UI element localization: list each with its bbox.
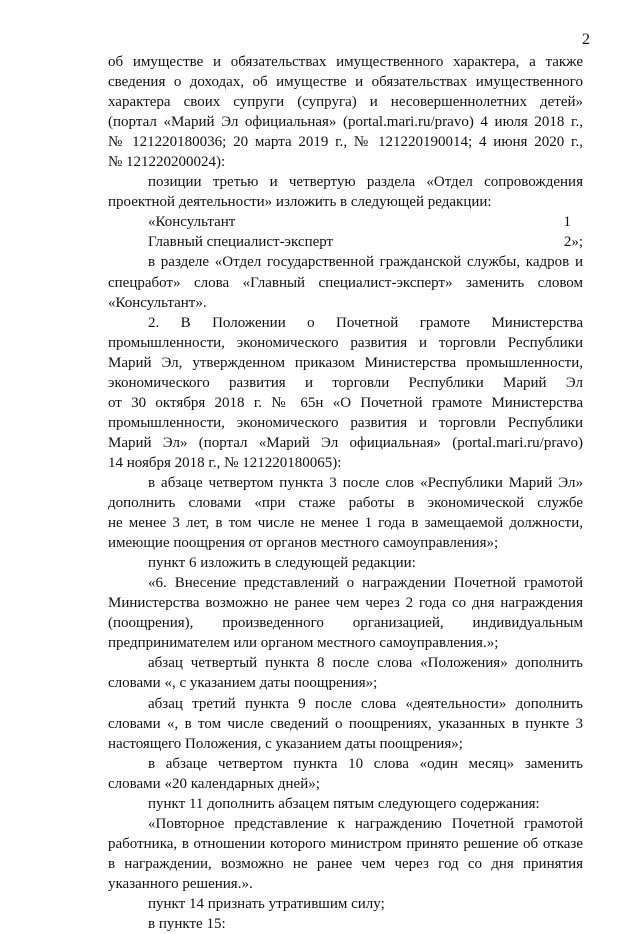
text-line: 2. В Положении о Почетной грамоте Министерства	[148, 314, 583, 331]
text-line: пункт 11 дополнить абзацем пятым следующего содержания:	[148, 795, 540, 812]
text-line: работника, в отношении которого министром принято решение об отказе	[108, 835, 583, 852]
text-line: «Консультант».	[108, 294, 207, 311]
text-line: в абзаце четвертом пункта 10 слова «один месяц» заменить	[148, 755, 583, 772]
paragraph	[108, 573, 583, 653]
paragraph	[108, 473, 583, 553]
text-line: словами «, в том числе сведений о поощрениях, указанных в пункте 3	[108, 715, 583, 732]
text-line: № 121220180036; 20 марта 2019 г., № 121220190014; 4 июня 2020 г.,	[108, 134, 583, 151]
text-line: в пункте 15:	[148, 916, 226, 933]
position-count: 1	[563, 214, 571, 231]
page-number: 2	[582, 31, 590, 48]
paragraph	[108, 553, 583, 573]
position-label: Главный специалист-эксперт	[148, 234, 334, 251]
text-line: в абзаце четвертом пункта 3 после слов «Республики Марий Эл»	[148, 474, 583, 491]
text-line: промышленности, экономического развития и торговли Республики	[108, 414, 583, 431]
text-line: сведения о доходах, об имуществе и обязательствах имущественного	[108, 74, 583, 91]
text-line: об имуществе и обязательствах имущественного характера, а также	[108, 54, 583, 70]
text-line: «6. Внесение представлений о награждении Почетной грамотой	[148, 575, 583, 592]
text-line: в награждении, возможно не ранее чем через год со дня принятия	[108, 855, 583, 872]
text-line: дополнить словами «при стаже работы в экономической службе	[108, 495, 583, 512]
paragraph	[108, 914, 583, 934]
text-line: позиции третью и четвертую раздела «Отдел сопровождения	[148, 174, 583, 191]
text-line: (поощрения), произведенного организацией, индивидуальным	[108, 615, 583, 632]
position-count: 2»;	[563, 234, 583, 251]
positions-table	[108, 212, 583, 252]
text-line: от 30 октября 2018 г. № 65н «О Почетной грамоте Министерства	[108, 394, 583, 411]
text-line: указанного решения.».	[108, 875, 253, 892]
position-row	[148, 212, 583, 232]
paragraph	[108, 754, 583, 794]
text-line: промышленности, экономического развития и торговли Республики	[108, 334, 583, 351]
text-line: экономического развития и торговли Республики Марий Эл	[108, 374, 583, 391]
position-row	[148, 232, 583, 252]
paragraph	[108, 794, 583, 814]
text-line: характера своих супруги (супруга) и несовершеннолетних детей»	[108, 94, 583, 111]
paragraph	[108, 694, 583, 754]
text-line: пункт 6 изложить в следующей редакции:	[148, 555, 416, 572]
text-line: пункт 14 признать утратившим силу;	[148, 895, 385, 912]
text-line: предпринимателем или органом местного самоуправления.»;	[108, 635, 499, 652]
text-line: Марий Эл, утвержденном приказом Министерства промышленности,	[108, 354, 583, 371]
text-line: словами «, с указанием даты поощрения»;	[108, 675, 378, 692]
paragraph	[108, 814, 583, 894]
text-line: Марий Эл» (портал «Марий Эл официальная» (portal.mari.ru/pravo)	[108, 434, 583, 451]
text-line: проектной деятельности» изложить в следующей редакции:	[108, 194, 492, 211]
text-line: № 121220200024):	[108, 154, 226, 171]
text-line: абзац третий пункта 9 после слова «деятельности» дополнить	[148, 695, 583, 712]
position-label: «Консультант	[148, 214, 236, 231]
text-line: настоящего Положения, с указанием даты поощрения»;	[108, 735, 463, 752]
paragraph	[108, 172, 583, 212]
text-line: «Повторное представление к награждению Почетной грамотой	[148, 815, 583, 832]
text-line: не менее 3 лет, в том числе не менее 1 года в замещаемой должности,	[108, 515, 583, 532]
text-line: имеющие поощрения от органов местного самоуправления»;	[108, 535, 499, 552]
paragraph	[108, 894, 583, 914]
text-line: Министерства возможно не ранее чем через 2 года со дня награждения	[108, 595, 583, 612]
text-line: спецработ» слова «Главный специалист-эксперт» заменить словом	[108, 274, 583, 291]
text-line: (портал «Марий Эл официальная» (portal.mari.ru/pravo) 4 июля 2018 г.,	[108, 114, 583, 131]
paragraph	[108, 313, 583, 473]
paragraph	[108, 653, 583, 693]
text-line: в разделе «Отдел государственной гражданской службы, кадров и	[148, 254, 583, 271]
document-body	[108, 52, 583, 934]
text-line: 14 ноября 2018 г., № 121220180065):	[108, 454, 342, 471]
text-line: словами «20 календарных дней»;	[108, 775, 320, 792]
text-line: абзац четвертый пункта 8 после слова «Положения» дополнить	[148, 655, 583, 672]
paragraph	[108, 252, 583, 312]
paragraph-continuation	[108, 52, 583, 172]
